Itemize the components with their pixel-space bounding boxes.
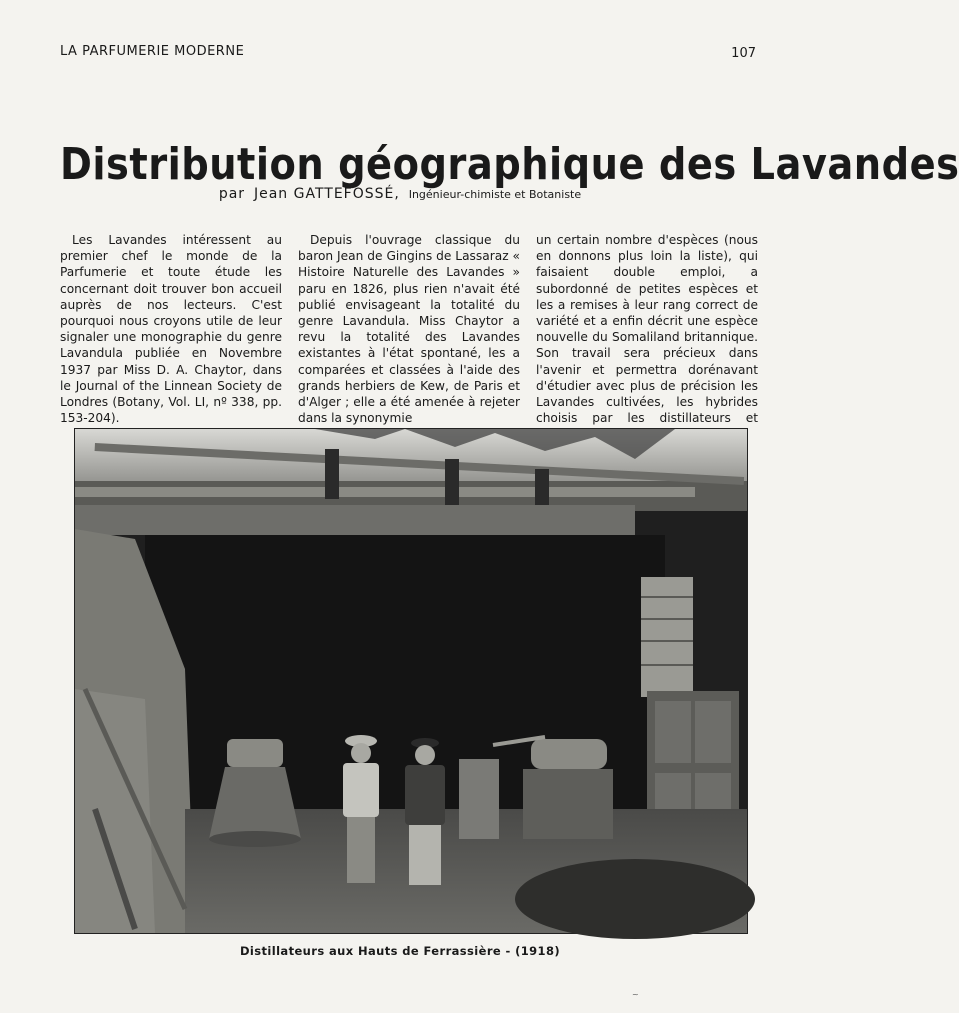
- photo-caption: Distillateurs aux Hauts de Ferrassière - (1918): [239, 944, 561, 958]
- author-name: Jean GATTEFOSSÉ,: [253, 186, 400, 202]
- article-title: Distribution géographique des Lavandes: [60, 139, 959, 191]
- footer-mark: ~: [632, 990, 639, 999]
- column-3-text: un certain nombre d'espèces (nous en donnons plus loin la liste), qui faisaient double emploi, a subordonné de petites espèces et les a remises à leur rang correct de variété et a enfin décrit une espèce nouvelle du Somaliland britannique. Son travail sera précieux dans l'avenir et permettra dorénavant d'étudier avec plus de précision les Lavandes cultivées, les hybrides choisis par les distillateurs et: [536, 233, 758, 426]
- column-1-text: Les Lavandes intéressent au premier chef le monde de la Parfumerie et toute étude les concernant doit trouver bon accueil auprès de nos lecteurs. C'est pourquoi nous croyons utile de leur signaler une monographie du genre Lavandula publiée en Novembre 1937 par Miss D. A. Chaytor, dans le Journal of the Linnean Society de Londres (Botany, Vol. LI, nº 338, pp. 153-204).: [60, 233, 282, 426]
- column-2: [298, 232, 520, 443]
- journal-header: LA PARFUMERIE MODERNE: [60, 44, 245, 59]
- column-1: [60, 232, 282, 443]
- column-2-text: Depuis l'ouvrage classique du baron Jean de Gingins de Lassaraz « Histoire Naturelle des Lavandes » paru en 1826, plus rien n'avait été publié envisageant la totalité du genre Lavandula. Miss Chaytor a revu la totalité des Lavandes existantes à l'état spontané, les a comparées et classées à l'aide des grands herbiers de Kew, de Paris et d'Alger ; elle a été amenée à rejeter dans la synonymie: [298, 233, 520, 426]
- page-number: 107: [731, 46, 756, 61]
- distillery-photo-image: [75, 429, 747, 933]
- author-role: Ingénieur-chimiste et Botaniste: [408, 188, 582, 201]
- byline: [0, 186, 800, 202]
- article-columns: [60, 232, 758, 443]
- column-3: [536, 232, 758, 443]
- distillery-photo: [74, 428, 748, 934]
- byline-prefix: par: [218, 186, 246, 202]
